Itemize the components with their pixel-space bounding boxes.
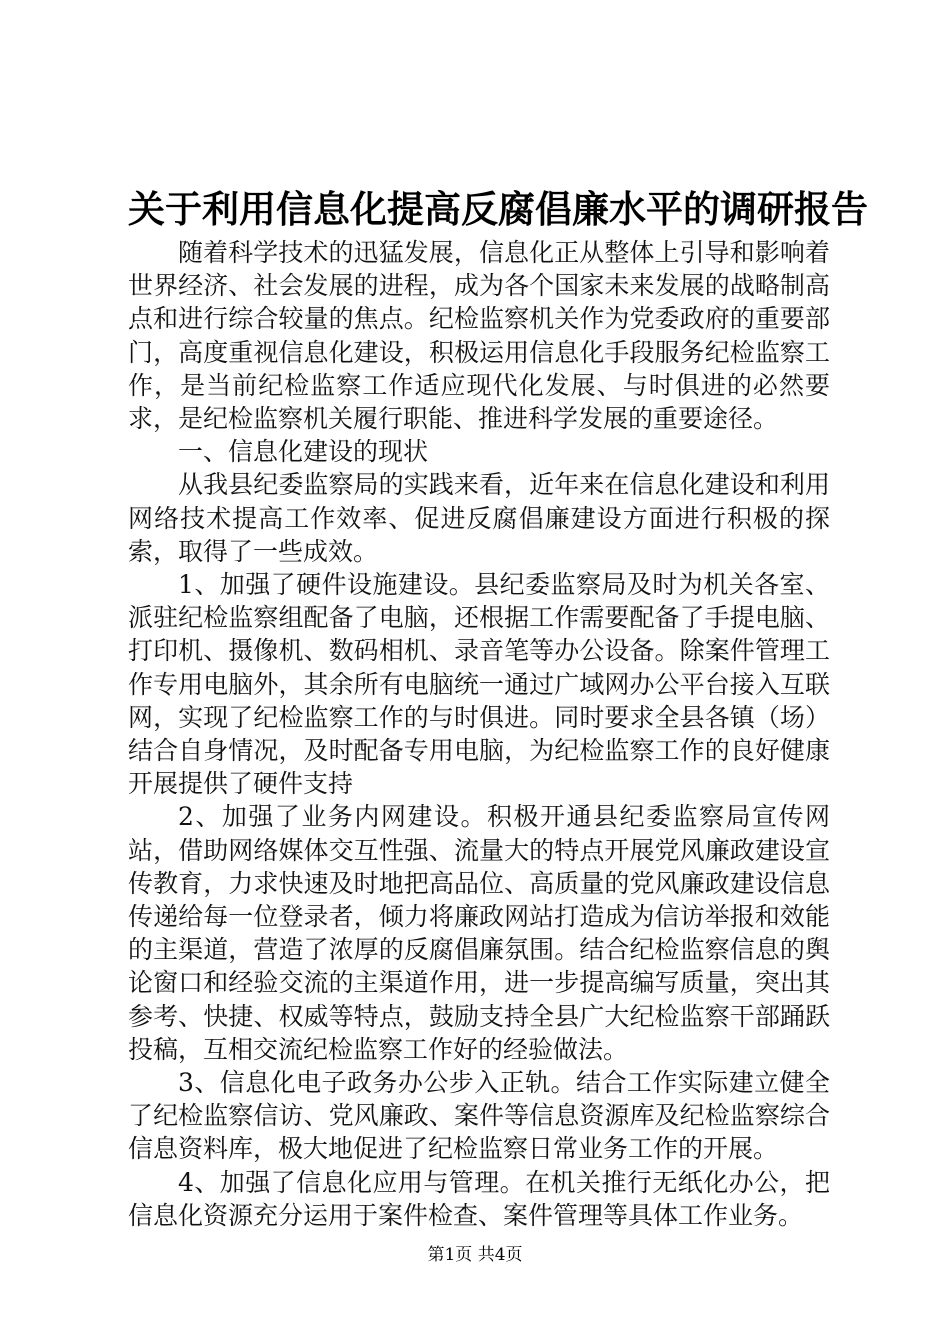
section-heading: 一、信息化建设的现状 (178, 437, 429, 467)
section-intro-paragraph: 从我县纪委监察局的实践来看，近年来在信息化建设和利用网络技术提高工作效率、促进反腐倡廉建设方面进行积极的探索，取得了一些成效。 (128, 470, 830, 566)
page-number-footer: 第1页 共4页 (427, 1245, 523, 1265)
document-title: 关于利用信息化提高反腐倡廉水平的调研报告 (128, 187, 868, 231)
item-4-paragraph: 4、加强了信息化应用与管理。在机关推行无纸化办公，把信息化资源充分运用于案件检查、案件管理等具体工作业务。 (128, 1167, 830, 1230)
item-1-paragraph: 1、加强了硬件设施建设。县纪委监察局及时为机关各室、派驻纪检监察组配备了电脑，还根据工作需要配备了手提电脑、打印机、摄像机、数码相机、录音笔等办公设备。除案件管理工作专用电脑外，其余所有电脑统一通过广域网办公平台接入互联网，实现了纪检监察工作的与时俱进。同时要求全县各镇（场）结合自身情况，及时配备专用电脑，为纪检监察工作的良好健康开展提供了硬件支持 (128, 570, 830, 799)
item-3-paragraph: 3、信息化电子政务办公步入正轨。结合工作实际建立健全了纪检监察信访、党风廉政、案件等信息资源库及纪检监察综合信息资料库，极大地促进了纪检监察日常业务工作的开展。 (128, 1068, 830, 1164)
document-body (128, 236, 830, 1232)
intro-paragraph: 随着科学技术的迅猛发展，信息化正从整体上引导和影响着世界经济、社会发展的进程，成为各个国家未来发展的战略制高点和进行综合较量的焦点。纪检监察机关作为党委政府的重要部门，高度重视信息化建设，积极运用信息化手段服务纪检监察工作，是当前纪检监察工作适应现代化发展、与时俱进的必然要求，是纪检监察机关履行职能、推进科学发展的重要途径。 (128, 238, 830, 434)
item-2-paragraph: 2、加强了业务内网建设。积极开通县纪委监察局宣传网站，借助网络媒体交互性强、流量大的特点开展党风廉政建设宣传教育，力求快速及时地把高品位、高质量的党风廉政建设信息传递给每一位登录者，倾力将廉政网站打造成为信访举报和效能的主渠道，营造了浓厚的反腐倡廉氛围。结合纪检监察信息的舆论窗口和经验交流的主渠道作用，进一步提高编写质量，突出其参考、快捷、权威等特点，鼓励支持全县广大纪检监察干部踊跃投稿，互相交流纪检监察工作好的经验做法。 (128, 802, 830, 1064)
